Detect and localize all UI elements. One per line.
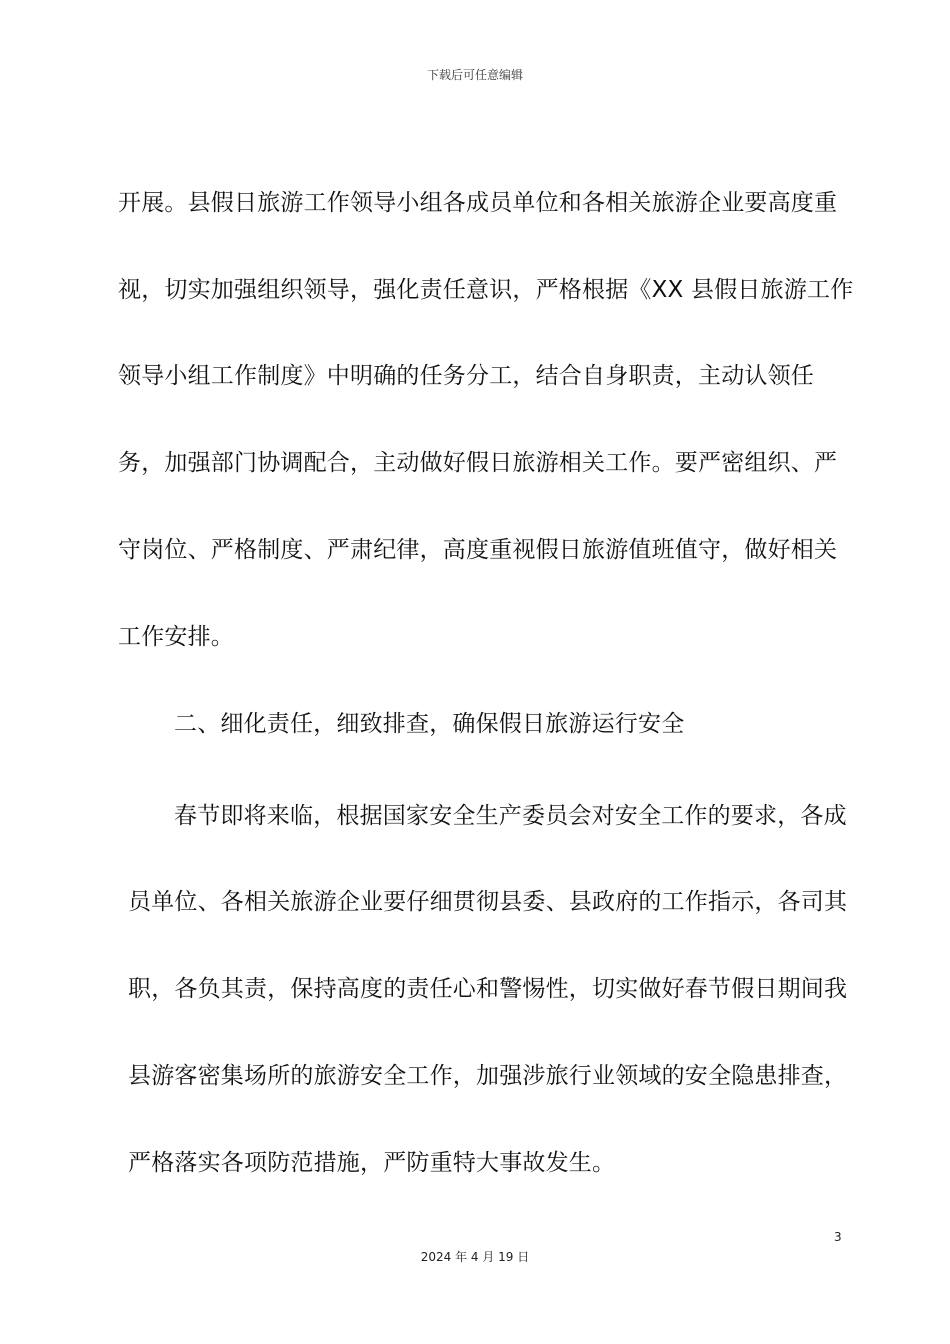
paragraph-line: 员单位、各相关旅游企业要仔细贯彻县委、县政府的工作指示，各司其 — [128, 889, 848, 915]
paragraph-line: 职，各负其责，保持高度的责任心和警惕性，切实做好春节假日期间我 — [128, 976, 848, 1002]
header-note: 下载后可任意编辑 — [426, 68, 523, 82]
paragraph-line: 县游客密集场所的旅游安全工作，加强涉旅行业领域的安全隐患排查， — [128, 1063, 848, 1089]
page-number: 3 — [834, 1230, 842, 1244]
paragraph-line: 工作安排。 — [118, 624, 234, 650]
paragraph-line: 视，切实加强组织领导，强化责任意识，严格根据《XX 县假日旅游工作 — [118, 277, 854, 303]
paragraph-line: 严格落实各项防范措施，严防重特大事故发生。 — [128, 1150, 616, 1176]
paragraph-line: 领导小组工作制度》中明确的任务分工，结合自身职责，主动认领任 — [118, 363, 814, 389]
footer-date: 2024 年 4 月 19 日 — [420, 1250, 530, 1264]
paragraph-line: 开展。县假日旅游工作领导小组各成员单位和各相关旅游企业要高度重 — [118, 190, 838, 216]
paragraph-line: 守岗位、严格制度、严肃纪律，高度重视假日旅游值班值守，做好相关 — [118, 537, 838, 563]
section-heading: 二、细化责任，细致排查，确保假日旅游运行安全 — [174, 711, 685, 737]
paragraph-line: 春节即将来临，根据国家安全生产委员会对安全工作的要求，各成 — [174, 803, 847, 829]
paragraph-line: 务，加强部门协调配合，主动做好假日旅游相关工作。要严密组织、严 — [118, 450, 838, 476]
